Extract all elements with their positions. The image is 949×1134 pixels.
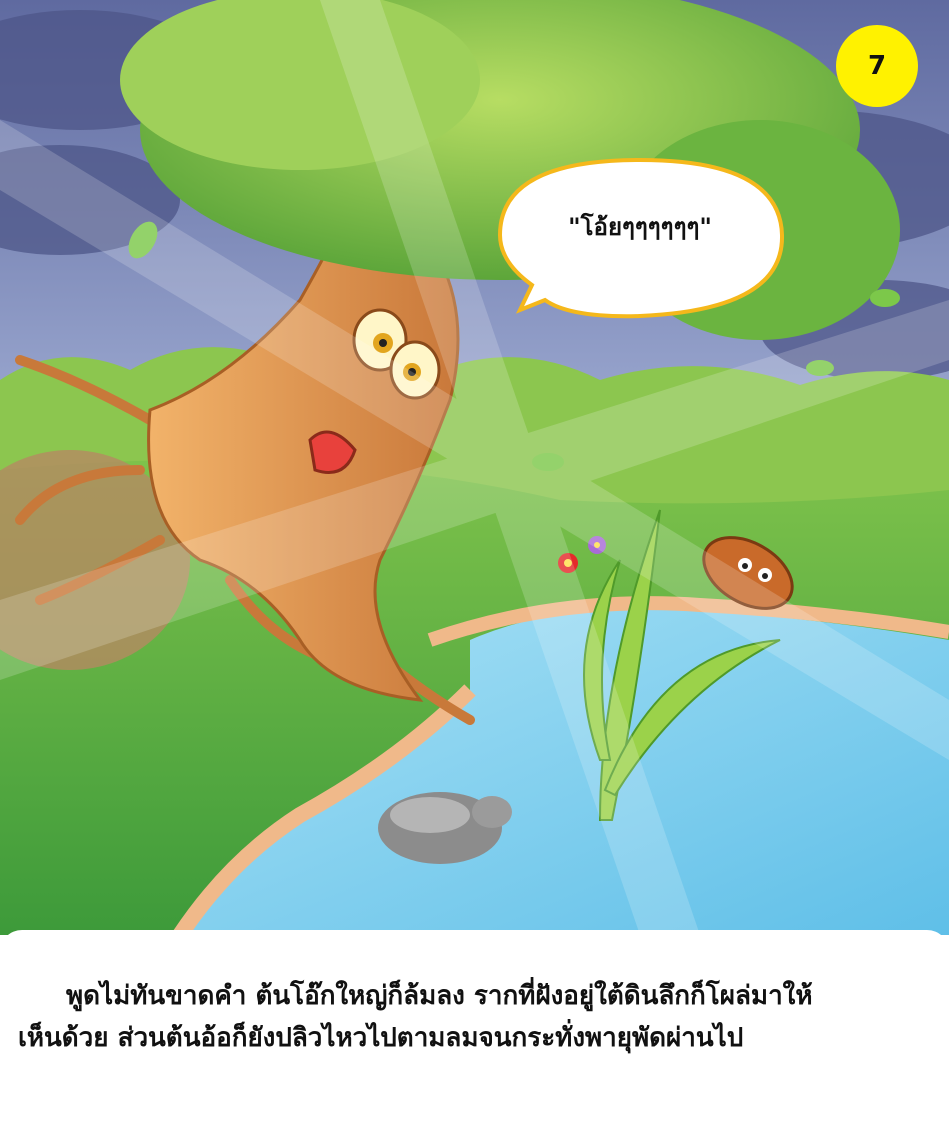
speech-bubble-text: "โอ้ยๆๆๆๆๆๆ"	[568, 212, 712, 241]
story-text-line-1: พูดไม่ทันขาดคำ ต้นโอ๊กใหญ่ก็ล้มลง รากที่ฝังอยู่ใต้ดินลึกก็โผล่มาให้	[66, 981, 813, 1011]
story-text-line-2: เห็นด้วย ส่วนต้นอ้อก็ยังปลิวไหวไปตามลมจนกระทั่งพายุพัดผ่านไป	[18, 1023, 744, 1053]
page-number: 7	[867, 51, 887, 81]
